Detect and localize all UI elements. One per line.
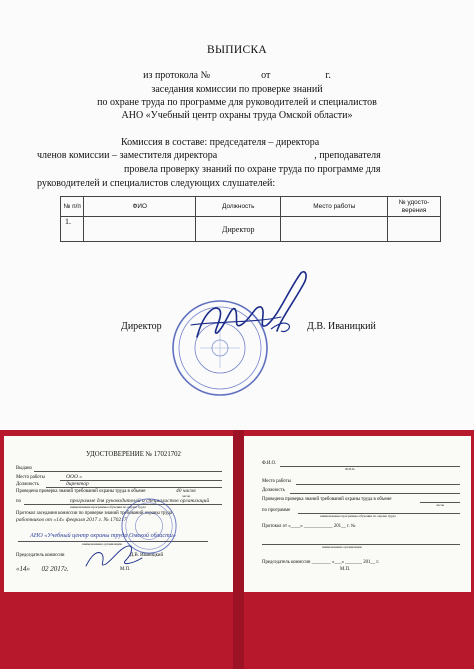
protocol-year: г. <box>325 70 331 81</box>
org-line: АНО «Учебный центр охраны труда Омской области» <box>121 110 353 121</box>
protocol-value: работников от «14» февраля 2017 г. № 170217 <box>16 517 127 523</box>
position-value: директор <box>66 481 89 487</box>
r-check-line: Проведена проверка знаний требований охраны труда в объеме <box>262 497 392 502</box>
doc-title: ВЫПИСКА <box>206 44 268 56</box>
cell-number: 1. <box>61 217 84 242</box>
director-name: Д.В. Иваницкий <box>307 321 376 332</box>
commission-line-2 <box>37 150 381 161</box>
commission-line-1: Комиссия в составе: председателя – директора <box>121 137 320 148</box>
cell-position: Директор <box>196 217 281 242</box>
table-header-row <box>61 197 441 217</box>
director-label: Директор <box>121 321 162 332</box>
r-protocol-line: Протокол от «____» ____________ 201__ г. № <box>262 524 356 529</box>
col-position: Должность <box>196 197 281 217</box>
issued-label: Выдано <box>16 466 32 471</box>
r-mp-label: М.П. <box>340 567 351 572</box>
cell-workplace <box>281 217 388 242</box>
issue-date: «14» 02 2017г. <box>16 565 69 573</box>
cell-fio <box>84 217 196 242</box>
r-position-label: Должность <box>262 488 285 493</box>
hours-caption: часов <box>182 494 191 498</box>
r-org-caption: наименование организации <box>322 545 362 549</box>
commission-teacher: , преподавателя <box>314 150 381 161</box>
col-workplace: Место работы <box>281 197 388 217</box>
col-number: № п/п <box>61 197 84 217</box>
date-month: 02 <box>41 565 49 573</box>
program-line: по охране труда по программе для руководителей и специалистов <box>97 97 377 108</box>
r-program-caption: наименование программы обучения по охране труда <box>320 514 396 518</box>
certificate-signature-icon <box>80 540 150 575</box>
protocol-label: из протокола № <box>143 70 211 81</box>
commission-line-4: руководителей и специалистов следующих слушателей: <box>37 178 276 189</box>
table-row <box>61 217 441 242</box>
chairman-label: Председатель комиссии <box>16 553 65 558</box>
workplace-label: Место работы <box>16 475 45 480</box>
r-workplace-label: Место работы <box>262 479 291 484</box>
protocol-line: Протокол заседания комиссии по проверке знаний требований охраны труда <box>16 511 173 516</box>
r-chairman-line: Председатель комиссии ________ «___» _______ 201__ г. <box>262 560 380 565</box>
protocol-ot: от <box>261 70 271 81</box>
position-label: Должность <box>16 482 39 487</box>
commission-line-3: провела проверку знаний по охране труда по программе для <box>124 164 381 175</box>
by-label: по <box>16 499 21 504</box>
date-day: 14 <box>19 565 27 573</box>
col-fio: ФИО <box>84 197 196 217</box>
protocol-line <box>0 70 474 81</box>
date-year: 2017г. <box>50 565 69 573</box>
hours-value: 40 часов <box>176 488 196 494</box>
program-value: программе для руководителей и специалистов организаций <box>70 498 210 504</box>
org-value: АНО «Учебный центр охраны труда Омской области» <box>30 532 176 539</box>
cell-certificate <box>388 217 441 242</box>
certificate-title: УДОСТОВЕРЕНИЕ № 17021702 <box>86 451 181 458</box>
col-certificate: № удосто-верения <box>388 197 441 217</box>
commission-members: членов комиссии – заместителя директора <box>37 150 218 161</box>
r-fio-label: Ф.И.О. <box>262 461 277 466</box>
certificate-spine <box>233 430 244 669</box>
students-table <box>60 196 441 242</box>
workplace-value: ООО « <box>66 474 83 480</box>
r-hours-caption: часов <box>436 503 445 507</box>
r-fio-caption: Ф.И.О. <box>345 467 356 471</box>
chairman-name: Д.В. Иваницкий <box>130 553 164 558</box>
session-line: заседания комиссии по проверке знаний <box>151 84 323 95</box>
check-line: Проведена проверка знаний требований охраны труда в объеме <box>16 489 146 494</box>
mp-label: М.П. <box>120 567 131 572</box>
program-caption: наименование программы обучения по охране труда <box>70 505 146 509</box>
r-by-label: по программе <box>262 508 291 513</box>
signature-icon <box>185 265 320 355</box>
org-caption: наименование организации <box>82 542 122 546</box>
